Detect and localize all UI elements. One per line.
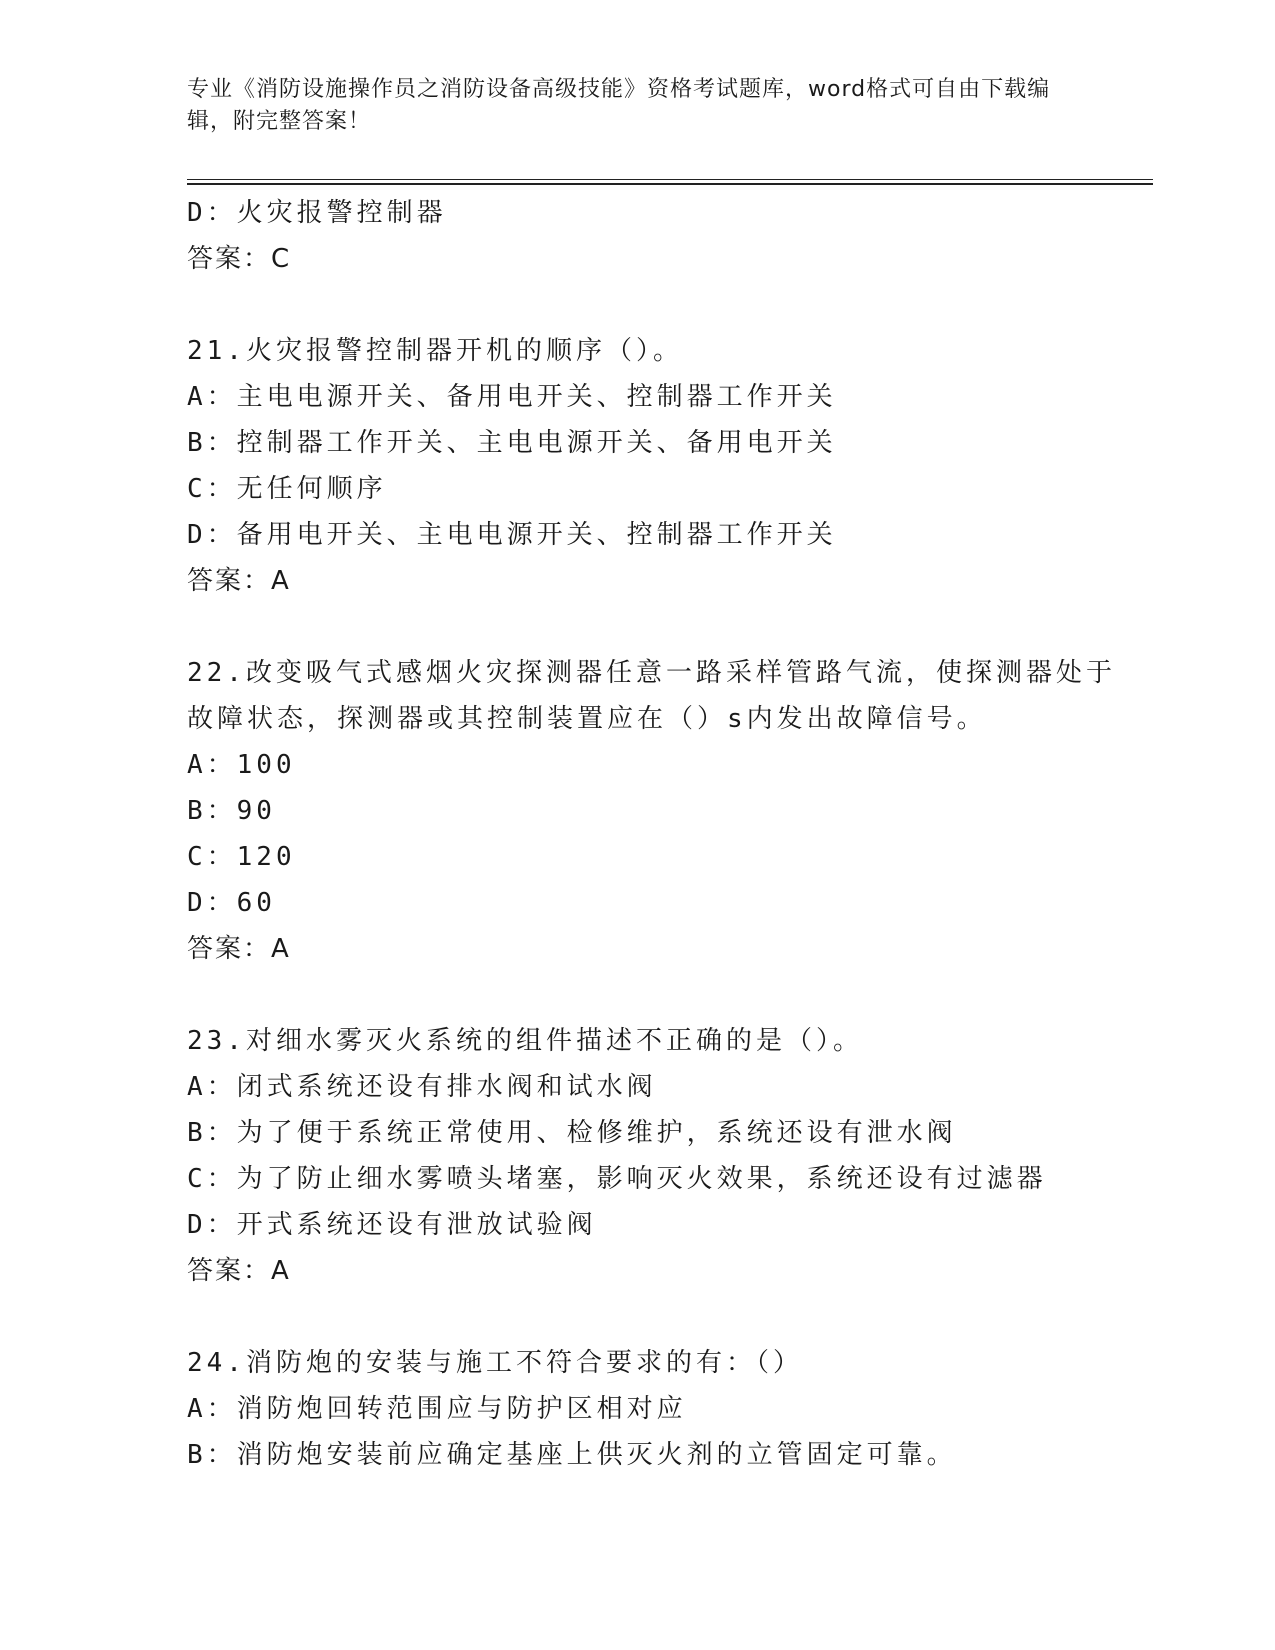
header-title: 专业《消防设施操作员之消防设备高级技能》资格考试题库，word格式可自由下载编辑，附完整答案！ bbox=[187, 77, 1051, 134]
spacer bbox=[187, 1294, 1107, 1340]
option-c: C：无任何顺序 bbox=[187, 474, 387, 504]
option-c: C：为了防止细水雾喷头堵塞，影响灭火效果，系统还设有过滤器 bbox=[187, 1164, 1047, 1194]
option-d: D：60 bbox=[187, 888, 276, 918]
option-d: D：开式系统还设有泄放试验阀 bbox=[187, 1210, 597, 1240]
option-a: A：主电电源开关、备用电开关、控制器工作开关 bbox=[187, 382, 837, 412]
question-block-prev bbox=[187, 190, 1107, 282]
answer-line: 答案：A bbox=[187, 1256, 291, 1286]
question-block-23 bbox=[187, 1018, 1107, 1294]
question-text: 23.对细水雾灭火系统的组件描述不正确的是（）。 bbox=[187, 1026, 863, 1056]
option-b: B：消防炮安装前应确定基座上供灭火剂的立管固定可靠。 bbox=[187, 1440, 957, 1470]
question-block-21 bbox=[187, 328, 1107, 604]
answer-line: 答案：C bbox=[187, 244, 292, 274]
answer-line: 答案：A bbox=[187, 566, 291, 596]
option-c: C：120 bbox=[187, 842, 296, 872]
question-text: 21.火灾报警控制器开机的顺序（）。 bbox=[187, 336, 683, 366]
spacer bbox=[187, 282, 1107, 328]
option-a: A：100 bbox=[187, 750, 296, 780]
option-b: B：90 bbox=[187, 796, 276, 826]
option-a: A：闭式系统还设有排水阀和试水阀 bbox=[187, 1072, 657, 1102]
option-b: B：为了便于系统正常使用、检修维护，系统还设有泄水阀 bbox=[187, 1118, 957, 1148]
spacer bbox=[187, 972, 1107, 1018]
question-text: 24.消防炮的安装与施工不符合要求的有：（） bbox=[187, 1348, 803, 1378]
option-a: A：消防炮回转范围应与防护区相对应 bbox=[187, 1394, 687, 1424]
question-text-line-2: 故障状态，探测器或其控制装置应在（）s内发出故障信号。 bbox=[187, 704, 987, 734]
option-d: D：备用电开关、主电电源开关、控制器工作开关 bbox=[187, 520, 837, 550]
document-header bbox=[187, 74, 1077, 138]
question-text-line-1: 22.改变吸气式感烟火灾探测器任意一路采样管路气流，使探测器处于 bbox=[187, 658, 1116, 688]
question-list bbox=[187, 190, 1116, 1478]
question-block-24 bbox=[187, 1340, 1107, 1478]
header-divider-thick bbox=[187, 183, 1153, 185]
option-b: B：控制器工作开关、主电电源开关、备用电开关 bbox=[187, 428, 837, 458]
spacer bbox=[187, 604, 1107, 650]
question-block-22 bbox=[187, 650, 1116, 972]
option-d: D：火灾报警控制器 bbox=[187, 198, 447, 228]
header-divider-thin bbox=[187, 179, 1153, 180]
answer-line: 答案：A bbox=[187, 934, 291, 964]
